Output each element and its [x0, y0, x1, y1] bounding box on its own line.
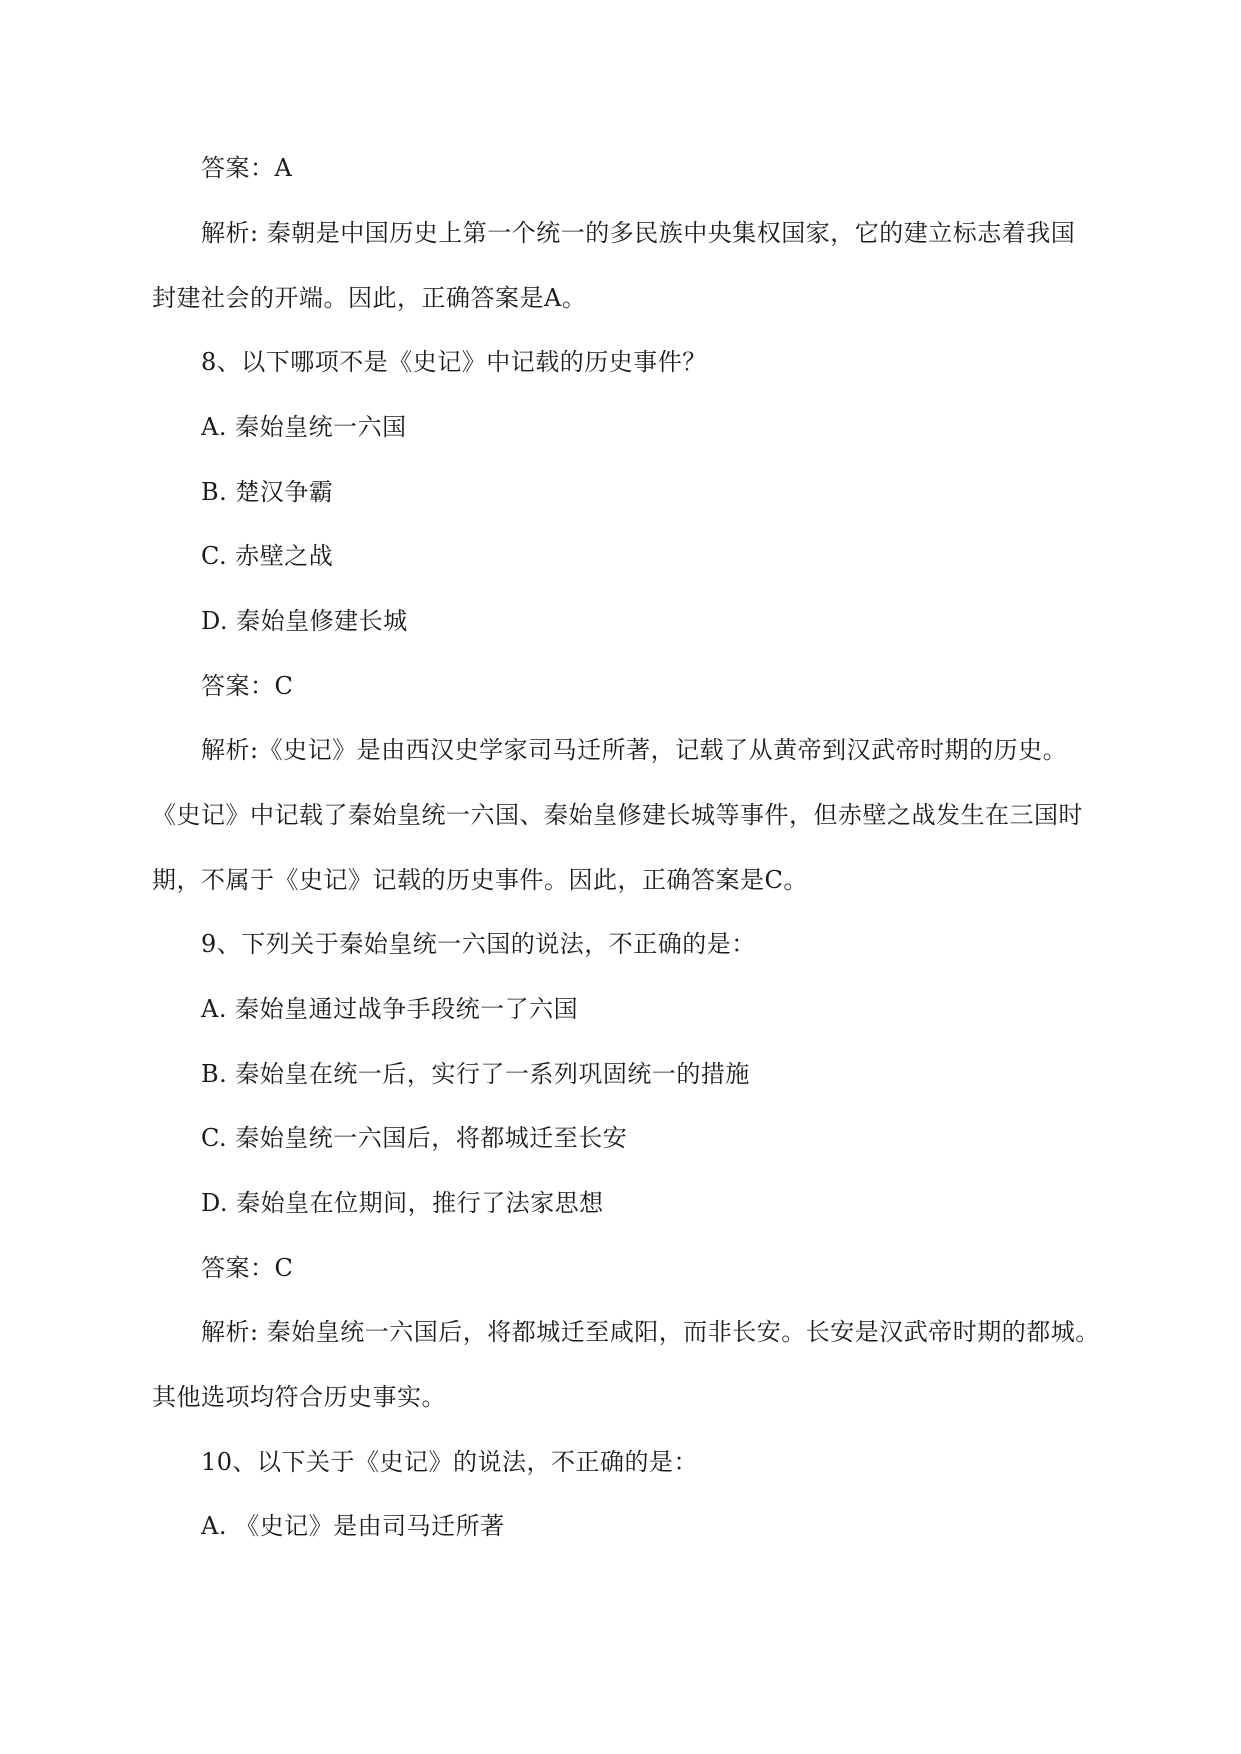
q9-option-d: D. 秦始皇在位期间，推行了法家思想 — [201, 1189, 604, 1217]
explanation-q8-line2: 《史记》中记载了秦始皇统一六国、秦始皇修建长城等事件，但赤壁之战发生在三国时 — [152, 801, 1083, 829]
explanation-q7-line2: 封建社会的开端。因此，正确答案是A。 — [152, 284, 587, 312]
q8-option-a: A. 秦始皇统一六国 — [201, 413, 407, 441]
explanation-q8-line3: 期，不属于《史记》记载的历史事件。因此，正确答案是C。 — [152, 866, 808, 894]
answer-q9: 答案：C — [201, 1254, 294, 1282]
q8-option-c: C. 赤壁之战 — [201, 542, 334, 570]
explanation-q8-line1: 解析:《史记》是由西汉史学家司马迁所著，记载了从黄帝到汉武帝时期的历史。 — [201, 736, 1068, 764]
q9-option-b: B. 秦始皇在统一后，实行了一系列巩固统一的措施 — [201, 1060, 750, 1088]
explanation-q9-line2: 其他选项均符合历史事实。 — [152, 1383, 446, 1411]
question-8: 8、以下哪项不是《史记》中记载的历史事件？ — [201, 348, 707, 376]
explanation-q9-line1: 解析: 秦始皇统一六国后，将都城迁至咸阳，而非长安。长安是汉武帝时期的都城。 — [201, 1318, 1100, 1346]
q8-option-b: B. 楚汉争霸 — [201, 478, 334, 506]
question-9: 9、下列关于秦始皇统一六国的说法，不正确的是： — [201, 930, 756, 958]
answer-q7: 答案：A — [201, 154, 293, 182]
explanation-q7-line1: 解析: 秦朝是中国历史上第一个统一的多民族中央集权国家，它的建立标志着我国 — [201, 219, 1076, 247]
answer-q8: 答案：C — [201, 672, 294, 700]
q8-option-d: D. 秦始皇修建长城 — [201, 607, 408, 635]
question-10: 10、以下关于《史记》的说法，不正确的是： — [201, 1448, 699, 1476]
q10-option-a: A. 《史记》是由司马迁所著 — [201, 1512, 505, 1540]
q9-option-a: A. 秦始皇通过战争手段统一了六国 — [201, 995, 579, 1023]
q9-option-c: C. 秦始皇统一六国后，将都城迁至长安 — [201, 1124, 628, 1152]
